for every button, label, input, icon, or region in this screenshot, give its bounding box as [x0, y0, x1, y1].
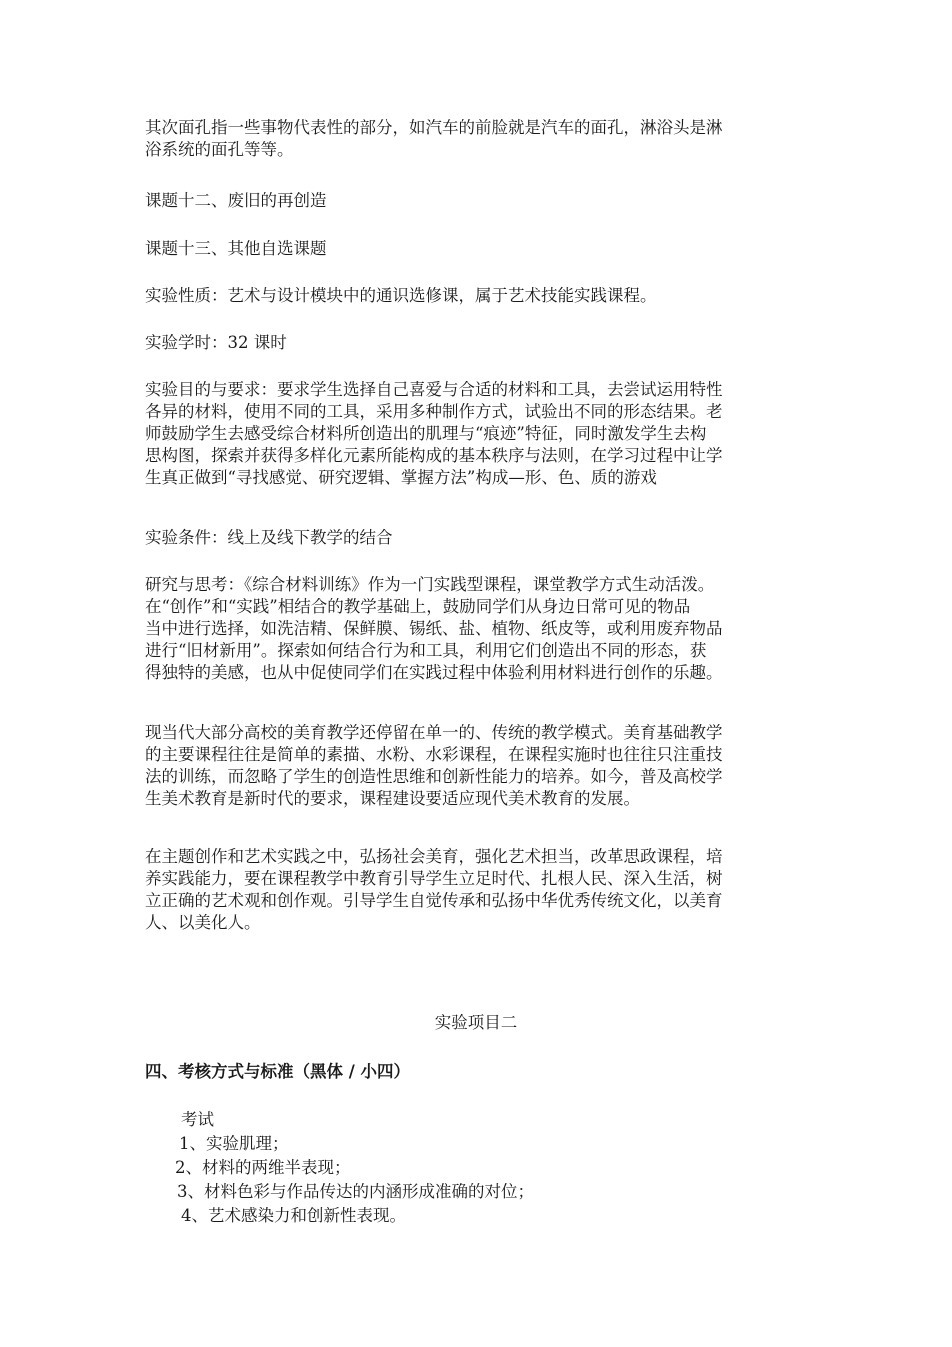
topic-thirteen: [145, 238, 813, 260]
text-line: 立正确的艺术观和创作观。引导学生自觉传承和弘扬中华优秀传统文化，以美育: [145, 891, 723, 910]
text-line: 其次面孔指一些事物代表性的部分，如汽车的前脸就是汽车的面孔，淋浴头是淋: [145, 118, 723, 137]
text-line: 当中进行选择，如洗洁精、保鲜膜、锡纸、盐、植物、纸皮等，或利用废弃物品: [145, 619, 723, 638]
text-line: 现当代大部分高校的美育教学还停留在单一的、传统的教学模式。美育基础教学: [145, 723, 723, 742]
aesthetic-education-status: [145, 722, 813, 810]
text-line: 各异的材料，使用不同的工具，采用多种制作方式，试验出不同的形态结果。老: [145, 402, 723, 421]
topic-twelve: [145, 190, 813, 212]
text-line: 生美术教育是新时代的要求，课程建设要适应现代美术教育的发展。: [145, 789, 640, 808]
assessment-list: [175, 1108, 534, 1228]
text-line: 在主题创作和艺术实践之中，弘扬社会美育，强化艺术担当，改革思政课程，培: [145, 847, 723, 866]
text-line: 师鼓励学生去感受综合材料所创造出的肌理与“痕迹”特征，同时激发学生去构: [145, 424, 707, 443]
assessment-item: 2、材料的两维半表现；: [175, 1158, 351, 1177]
text-line: 生真正做到“寻找感觉、研究逻辑、掌握方法”构成—形、色、质的游戏: [145, 468, 657, 487]
paragraph-face-definition: [145, 117, 813, 161]
text-line: 得独特的美感，也从中促使同学们在实践过程中体验利用材料进行创作的乐趣。: [145, 663, 723, 682]
experiment-hours: [145, 332, 813, 354]
text-line: 课题十二、废旧的再创造: [145, 191, 327, 210]
text-line: 思构图，探索并获得多样化元素所能构成的基本秩序与法则，在学习过程中让学: [145, 446, 723, 465]
text-line: 实验条件：线上及线下教学的结合: [145, 528, 393, 547]
text-line: 研究与思考：《综合材料训练》作为一门实践型课程，课堂教学方式生动活泼。: [145, 575, 715, 594]
text-line: 实验学时：32 课时: [145, 333, 287, 352]
experiment-goals: [145, 379, 813, 489]
project-title: 实验项目二: [434, 1013, 518, 1032]
text-line: 的主要课程往往是简单的素描、水粉、水彩课程，在课程实施时也往往只注重技: [145, 745, 723, 764]
assessment-title: 考试: [181, 1110, 214, 1129]
experiment-nature: [145, 285, 813, 307]
text-line: 课题十三、其他自选课题: [145, 239, 327, 258]
text-line: 进行“旧材新用”。探索如何结合行为和工具，利用它们创造出不同的形态，获: [145, 641, 707, 660]
section-heading: 四、考核方式与标准（黑体 / 小四）: [145, 1062, 411, 1081]
research-reflection: [145, 574, 813, 684]
text-line: 在“创作”和“实践”相结合的教学基础上，鼓励同学们从身边日常可见的物品: [145, 597, 691, 616]
text-line: 人、以美化人。: [145, 913, 261, 932]
theme-creation-paragraph: [145, 846, 813, 934]
assessment-item: 3、材料色彩与作品传达的内涵形成准确的对位；: [177, 1182, 534, 1201]
assessment-item: 4、艺术感染力和创新性表现。: [181, 1206, 406, 1225]
text-line: 法的训练，而忽略了学生的创造性思维和创新性能力的培养。如今，普及高校学: [145, 767, 723, 786]
text-line: 浴系统的面孔等等。: [145, 140, 294, 159]
assessment-item: 1、实验肌理；: [179, 1134, 289, 1153]
text-line: 实验目的与要求：要求学生选择自己喜爱与合适的材料和工具，去尝试运用特性: [145, 380, 723, 399]
text-line: 实验性质：艺术与设计模块中的通识选修课，属于艺术技能实践课程。: [145, 286, 657, 305]
experiment-conditions: [145, 527, 813, 549]
text-line: 养实践能力，要在课程教学中教育引导学生立足时代、扎根人民、深入生活，树: [145, 869, 723, 888]
